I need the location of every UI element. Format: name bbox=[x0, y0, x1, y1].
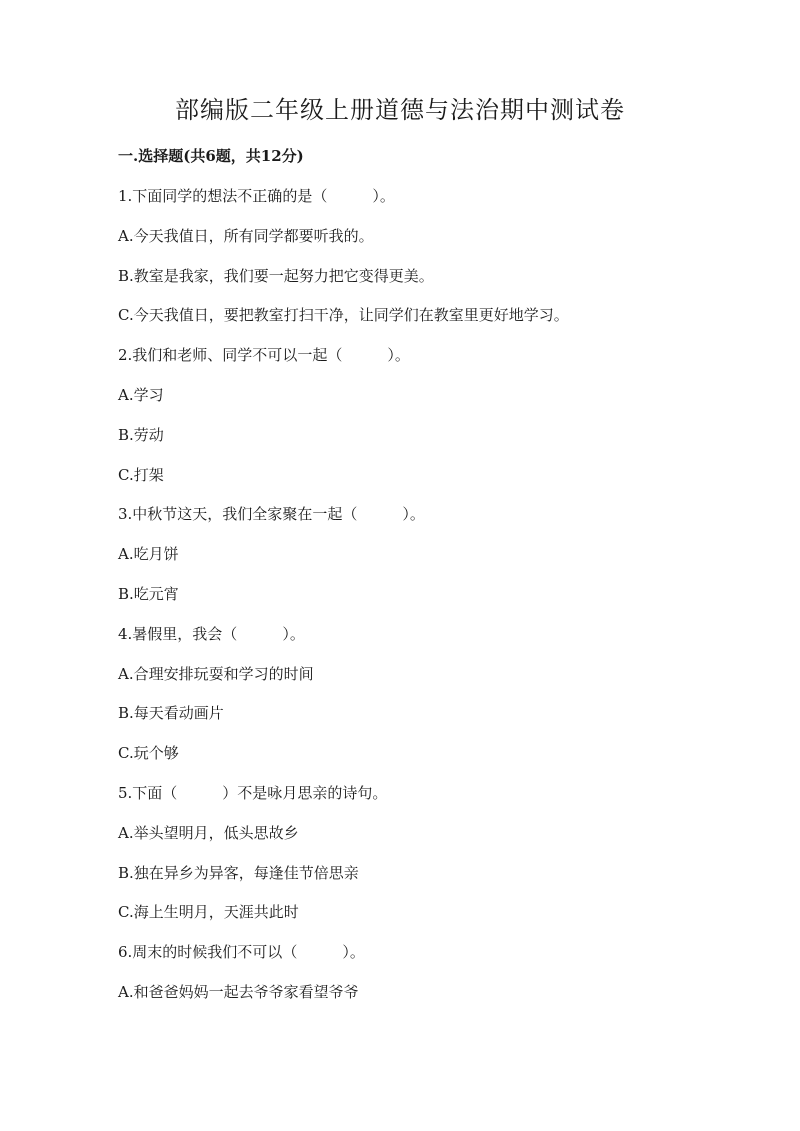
question-2 bbox=[118, 345, 740, 484]
question-1 bbox=[118, 186, 740, 325]
option-c: C.打架 bbox=[118, 465, 164, 484]
option-a: A.学习 bbox=[118, 385, 164, 404]
option-b: B.独在异乡为异客，每逢佳节倍思亲 bbox=[118, 863, 359, 882]
question-stem: 6.周末的时候我们不可以（ ）。 bbox=[118, 943, 365, 962]
question-stem: 1.下面同学的想法不正确的是（ ）。 bbox=[118, 187, 395, 205]
option-a: A.和爸爸妈妈一起去爷爷家看望爷爷 bbox=[118, 982, 359, 1001]
option-a: A.合理安排玩耍和学习的时间 bbox=[118, 664, 314, 683]
option-c: C.海上生明月，天涯共此时 bbox=[118, 903, 299, 922]
question-stem: 4.暑假里，我会（ ）。 bbox=[118, 624, 305, 643]
option-b: B.教室是我家，我们要一起努力把它变得更美。 bbox=[118, 266, 434, 285]
question-4 bbox=[118, 624, 740, 763]
option-b: B.吃元宵 bbox=[118, 584, 179, 603]
option-c: C.今天我值日，要把教室打扫干净，让同学们在教室里更好地学习。 bbox=[118, 306, 569, 325]
option-b: B.每天看动画片 bbox=[118, 704, 224, 723]
option-a: A.今天我值日，所有同学都要听我的。 bbox=[118, 226, 374, 245]
question-3 bbox=[118, 504, 740, 604]
question-stem: 5.下面（ ）不是咏月思亲的诗句。 bbox=[118, 783, 388, 802]
page-title: 部编版二年级上册道德与法治期中测试卷 bbox=[175, 96, 625, 124]
section-heading: 一.选择题(共6题，共12分) bbox=[118, 147, 304, 165]
option-c: C.玩个够 bbox=[118, 744, 179, 763]
question-6 bbox=[118, 942, 740, 1002]
option-a: A.举头望明月，低头思故乡 bbox=[118, 823, 299, 842]
option-b: B.劳动 bbox=[118, 425, 164, 444]
question-stem: 3.中秋节这天，我们全家聚在一起（ ）。 bbox=[118, 505, 425, 524]
question-5 bbox=[118, 783, 740, 922]
option-a: A.吃月饼 bbox=[118, 545, 179, 564]
question-stem: 2.我们和老师、同学不可以一起（ ）。 bbox=[118, 346, 410, 365]
